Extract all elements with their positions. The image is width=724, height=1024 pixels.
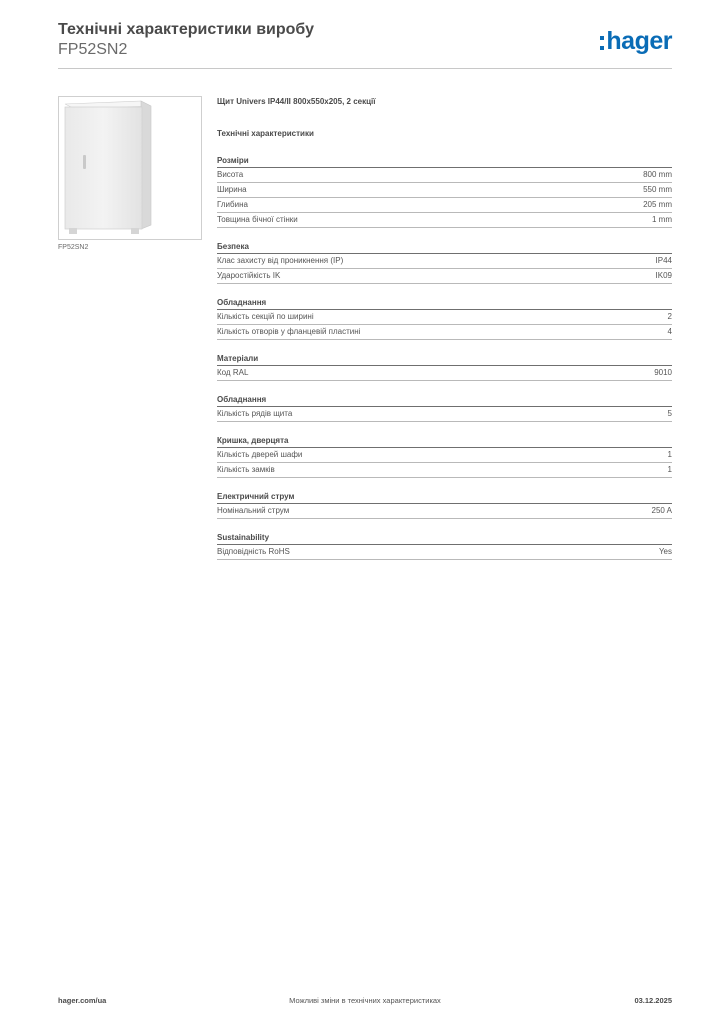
spec-group xyxy=(217,354,672,381)
spec-label: Код RAL xyxy=(217,368,249,377)
spec-group-title: Розміри xyxy=(217,156,672,168)
product-code: FP52SN2 xyxy=(58,41,128,58)
footer-date: 03.12.2025 xyxy=(634,996,672,1005)
spec-value: 550 mm xyxy=(643,185,672,194)
spec-group-title: Матеріали xyxy=(217,354,672,366)
spec-group xyxy=(217,533,672,560)
spec-group xyxy=(217,298,672,340)
image-caption: FP52SN2 xyxy=(58,244,89,251)
spec-groups xyxy=(217,156,672,560)
spec-row xyxy=(217,463,672,478)
spec-group xyxy=(217,436,672,478)
spec-row xyxy=(217,504,672,519)
spec-label: Номінальний струм xyxy=(217,506,290,515)
spec-row xyxy=(217,198,672,213)
logo-mark-icon xyxy=(600,36,604,50)
spec-group-title: Кришка, дверцята xyxy=(217,436,672,448)
spec-label: Глибина xyxy=(217,200,248,209)
page-title: Технічні характеристики виробу xyxy=(58,21,314,38)
spec-group xyxy=(217,242,672,284)
spec-value: 1 xyxy=(667,465,672,474)
spec-label: Кількість замків xyxy=(217,465,275,474)
spec-value: Yes xyxy=(658,547,672,556)
spec-row xyxy=(217,407,672,422)
spec-label: Ударостійкість IK xyxy=(217,271,281,280)
footer-website-link[interactable]: hager.com/ua xyxy=(58,996,107,1005)
spec-value: IK09 xyxy=(655,271,672,280)
spec-label: Товщина бічної стінки xyxy=(217,215,298,224)
spec-value: 9010 xyxy=(654,368,672,377)
spec-label: Кількість рядів щита xyxy=(217,409,293,418)
spec-group xyxy=(217,156,672,228)
spec-value: 250 A xyxy=(651,506,672,515)
spec-row xyxy=(217,213,672,228)
spec-label: Відповідність RoHS xyxy=(217,547,290,556)
spec-row xyxy=(217,545,672,560)
spec-value: 205 mm xyxy=(643,200,672,209)
enclosure-illustration xyxy=(59,97,201,239)
spec-group xyxy=(217,492,672,519)
page-header xyxy=(58,20,672,69)
spec-row xyxy=(217,168,672,183)
spec-row xyxy=(217,325,672,340)
spec-group-title: Sustainability xyxy=(217,533,672,545)
spec-group xyxy=(217,395,672,422)
spec-label: Кількість отворів у фланцевій пластині xyxy=(217,327,361,336)
product-image xyxy=(58,96,202,240)
spec-row xyxy=(217,254,672,269)
spec-row xyxy=(217,366,672,381)
spec-label: Клас захисту від проникнення (IP) xyxy=(217,256,344,265)
spec-value: 5 xyxy=(667,409,672,418)
spec-group-title: Обладнання xyxy=(217,298,672,310)
footer-disclaimer: Можливі зміни в технічних характеристиках xyxy=(289,996,441,1005)
spec-group-title: Безпека xyxy=(217,242,672,254)
logo-text: hager xyxy=(606,27,672,55)
spec-section xyxy=(217,96,672,560)
spec-value: 2 xyxy=(667,312,672,321)
spec-row xyxy=(217,310,672,325)
spec-label: Кількість дверей шафи xyxy=(217,450,303,459)
spec-value: IP44 xyxy=(655,256,672,265)
spec-group-title: Електричний струм xyxy=(217,492,672,504)
product-name: Щит Univers IP44/II 800x550x205, 2 секції xyxy=(217,97,376,106)
spec-value: 800 mm xyxy=(643,170,672,179)
spec-row xyxy=(217,448,672,463)
spec-label: Висота xyxy=(217,170,244,179)
spec-value: 1 xyxy=(667,450,672,459)
spec-value: 4 xyxy=(667,327,672,336)
spec-row xyxy=(217,183,672,198)
spec-group-title: Обладнання xyxy=(217,395,672,407)
spec-row xyxy=(217,269,672,284)
hager-logo xyxy=(600,26,672,56)
spec-heading: Технічні характеристики xyxy=(217,129,314,138)
spec-label: Ширина xyxy=(217,185,247,194)
spec-label: Кількість секцій по ширині xyxy=(217,312,314,321)
spec-value: 1 mm xyxy=(652,215,672,224)
